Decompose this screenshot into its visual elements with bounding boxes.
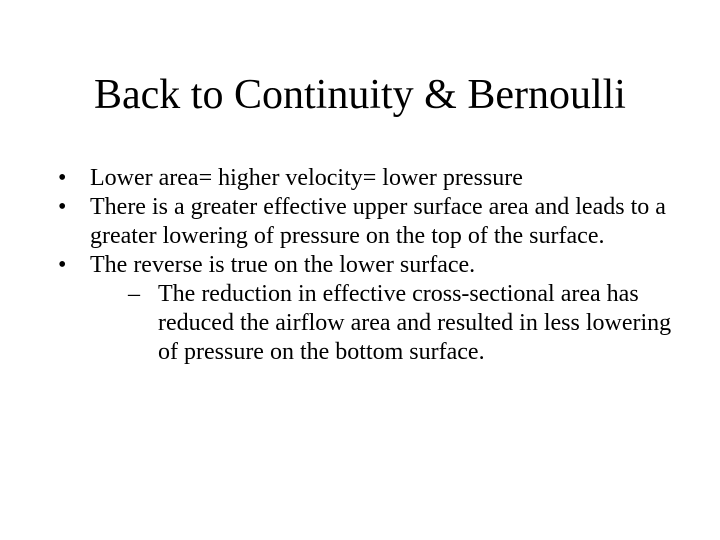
bullet-item: [56, 164, 676, 193]
bullet-text: The reverse is true on the lower surface.: [90, 252, 476, 278]
bullet-item: [56, 251, 676, 280]
sub-bullet-text: The reduction in effective cross-sectional area has reduced the airflow area and resulted in less lowering of pressure on the bottom surface.: [158, 281, 672, 365]
slide-body: [56, 164, 676, 367]
bullet-text: Lower area= higher velocity= lower pressure: [90, 165, 523, 191]
bullet-marker: •: [58, 165, 67, 191]
bullet-item: [56, 193, 676, 251]
slide-title: Back to Continuity & Bernoulli: [94, 72, 626, 118]
bullet-text: There is a greater effective upper surface area and leads to a greater lowering of pressure on the top of the surface.: [90, 194, 666, 249]
bullet-marker: •: [58, 194, 67, 220]
sub-bullet-item: [128, 280, 676, 367]
bullet-marker: •: [58, 252, 67, 278]
sub-bullet-marker: –: [128, 281, 140, 307]
